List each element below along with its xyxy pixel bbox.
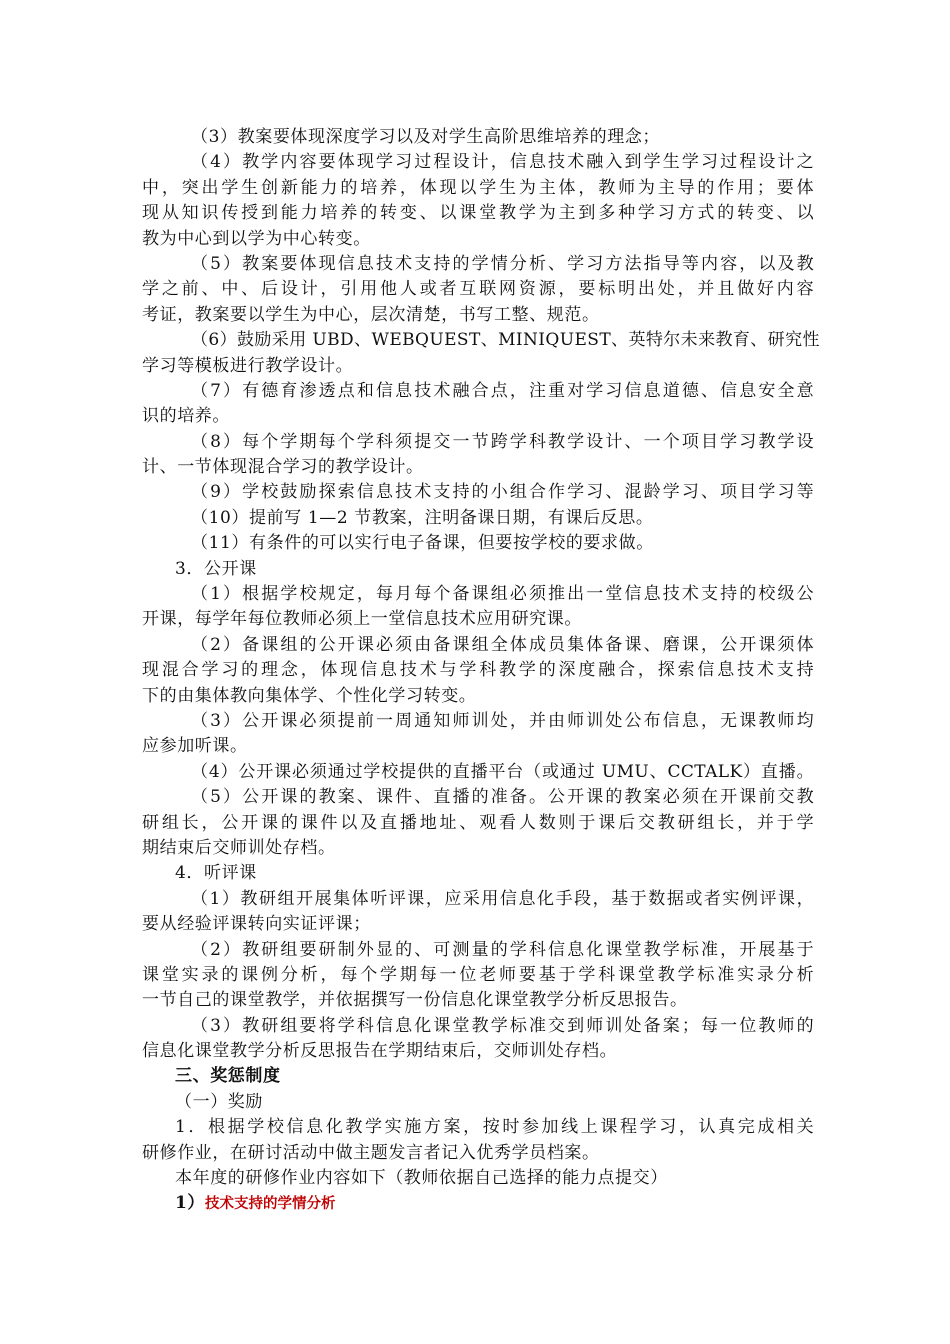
text-line: 计、一节体现混合学习的教学设计。: [142, 457, 424, 478]
text-line: 研组长，公开课的课件以及直播地址、观看人数则于课后交教研组长，并于学: [142, 812, 814, 833]
text-line: （7）有德育渗透点和信息技术融合点，注重对学习信息道德、信息安全意: [191, 380, 814, 401]
text-line: （8）每个学期每个学科须提交一节跨学科教学设计、一个项目学习教学设: [191, 431, 814, 452]
text-line: 现从知识传授到能力培养的转变、以课堂教学为主到多种学习方式的转变、以: [142, 203, 814, 224]
text-line: （3）公开课必须提前一周通知师训处，并由师训处公布信息，无课教师均: [191, 710, 814, 731]
text-line: （4）教学内容要体现学习过程设计，信息技术融入到学生学习过程设计之: [191, 152, 814, 173]
text-line: 1．根据学校信息化教学实施方案，按时参加线上课程学习，认真完成相关: [175, 1117, 814, 1138]
text-line: 现混合学习的理念，体现信息技术与学科教学的深度融合，探索信息技术支持: [142, 660, 814, 681]
section-heading: 三、奖惩制度: [175, 1066, 281, 1087]
item-label-red: 技术支持的学情分析: [205, 1196, 336, 1213]
text-line: （6）鼓励采用 UBD、WEBQUEST、MINIQUEST、英特尔未来教育、研究性: [191, 330, 820, 351]
text-line: （1）教研组开展集体听评课，应采用信息化手段，基于数据或者实例评课，: [191, 888, 814, 909]
document-body: [142, 125, 820, 1217]
text-line: 下的由集体教向集体学、个性化学习转变。: [142, 685, 477, 706]
text-line: （10）提前写 1—2 节教案，注明备课日期，有课后反思。: [191, 507, 654, 528]
text-line: 教为中心到以学为中心转变。: [142, 228, 371, 249]
text-line: （11）有条件的可以实行电子备课，但要按学校的要求做。: [191, 533, 654, 554]
text-line: （3）教研组要将学科信息化课堂教学标准交到师训处备案；每一位教师的: [191, 1015, 814, 1036]
text-line: 应参加听课。: [142, 736, 248, 757]
text-line: （2）备课组的公开课必须由备课组全体成员集体备课、磨课，公开课须体: [191, 634, 814, 655]
text-line: 开课，每学年每位教师必须上一堂信息技术应用研究课。: [142, 609, 582, 630]
text-line: 期结束后交师训处存档。: [142, 837, 336, 858]
text-line: （2）教研组要研制外显的、可测量的学科信息化课堂教学标准，开展基于: [191, 939, 814, 960]
text-line: （1）根据学校规定，每月每个备课组必须推出一堂信息技术支持的校级公: [191, 584, 814, 605]
text-line: 一节自己的课堂教学，并依据撰写一份信息化课堂教学分析反思报告。: [142, 990, 688, 1011]
text-line: （一）奖励: [175, 1091, 263, 1112]
text-line: 4．听评课: [175, 863, 257, 884]
text-line: 识的培养。: [142, 406, 230, 427]
item-heading-line: [142, 1191, 814, 1216]
text-line: 学习等模板进行教学设计。: [142, 355, 354, 376]
item-number: 1）: [175, 1193, 206, 1214]
text-line: （5）教案要体现信息技术支持的学情分析、学习方法指导等内容，以及教: [191, 253, 814, 274]
text-line: （5）公开课的教案、课件、直播的准备。公开课的教案必须在开课前交教: [191, 787, 814, 808]
text-line: 考证，教案要以学生为中心，层次清楚，书写工整、规范。: [142, 304, 600, 325]
text-line: 研修作业，在研讨活动中做主题发言者记入优秀学员档案。: [142, 1142, 600, 1163]
text-line: 本年度的研修作业内容如下（教师依据自己选择的能力点提交）: [175, 1168, 668, 1189]
text-line: 信息化课堂教学分析反思报告在学期结束后，交师训处存档。: [142, 1041, 618, 1062]
text-line: 学之前、中、后设计，引用他人或者互联网资源，要标明出处，并且做好内容: [142, 279, 814, 300]
text-line: 中，突出学生创新能力的培养，体现以学生为主体，教师为主导的作用；要体: [142, 177, 814, 198]
text-line: （4）公开课必须通过学校提供的直播平台（或通过 UMU、CCTALK）直播。: [191, 761, 814, 782]
text-line: （3）教案要体现深度学习以及对学生高阶思维培养的理念；: [191, 127, 661, 147]
text-line: 课堂实录的课例分析，每个学期每一位老师要基于学科课堂教学标准实录分析: [142, 964, 814, 985]
text-line: （9）学校鼓励探索信息技术支持的小组合作学习、混龄学习、项目学习等: [191, 482, 814, 503]
text-line: 要从经验评课转向实证评课；: [142, 914, 371, 935]
text-line: 3．公开课: [175, 558, 257, 579]
